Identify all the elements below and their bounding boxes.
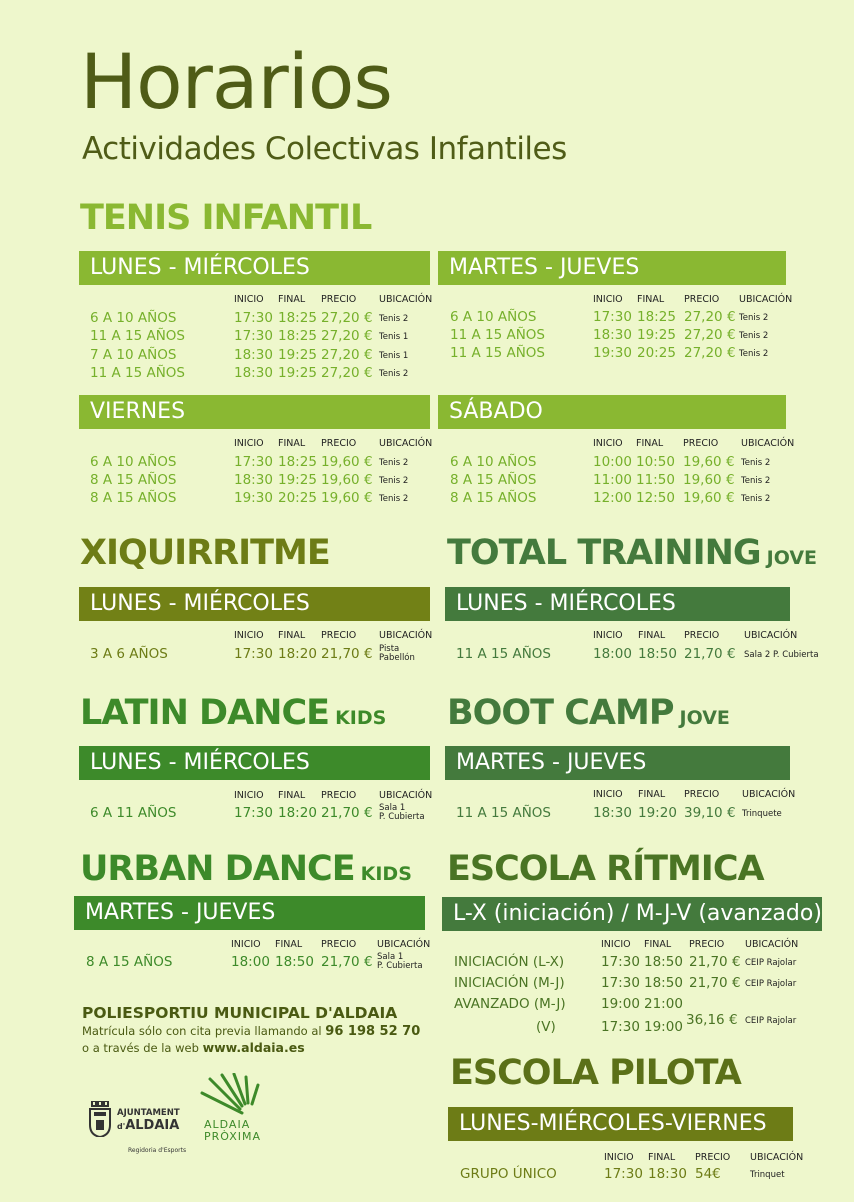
tenis-lm-header-ubicacion: UBICACIÓN <box>379 294 433 305</box>
tenis-vi-bar: VIERNES <box>79 395 430 429</box>
tenis-sa-bar: SÁBADO <box>438 395 786 429</box>
tenis-lm-row-location: Tenis 1 <box>379 332 409 343</box>
tenis-sa-row-start: 10:00 <box>593 454 632 470</box>
tenis-lm-row-age: 11 A 15 AÑOS <box>90 328 185 345</box>
tenis-vi-row-start: 17:30 <box>234 454 273 470</box>
xiquirritme-row-start: 17:30 <box>234 646 273 662</box>
boot-camp-bar: MARTES - JUEVES <box>445 746 790 780</box>
tenis-lm-row-price: 27,20 € <box>321 310 373 326</box>
boot-camp-header-precio: PRECIO <box>684 789 720 800</box>
footer-web-link[interactable]: www.aldaia.es <box>202 1040 305 1055</box>
escola-ritmica-heading: ESCOLA RÍTMICA <box>447 849 764 889</box>
urban-dance-row-age: 8 A 15 AÑOS <box>86 954 173 970</box>
tenis-mj-row-location: Tenis 2 <box>739 331 769 341</box>
tenis-sa-row-age: 6 A 10 AÑOS <box>450 454 537 470</box>
tenis-lm-row-end: 18:25 <box>278 328 317 345</box>
escola-pilota-row-start: 17:30 <box>604 1166 643 1182</box>
tenis-vi-header-final: FINAL <box>278 438 306 449</box>
tenis-sa-row-price: 19,60 € <box>683 454 735 470</box>
total-training-header-ubicacion: UBICACIÓN <box>744 630 798 641</box>
escola-ritmica-header-final: FINAL <box>644 939 672 950</box>
tenis-vi-row-age: 8 A 15 AÑOS <box>90 490 177 506</box>
tenis-vi-row-end: 18:25 <box>278 454 317 470</box>
tenis-mj-row-age: 6 A 10 AÑOS <box>450 309 537 325</box>
latin-dance-row-start: 17:30 <box>234 805 273 821</box>
escola-pilota-header-precio: PRECIO <box>695 1152 731 1163</box>
escola-pilota-header-inicio: INICIO <box>604 1152 634 1163</box>
footer-line2-text: o a través de la web <box>82 1041 203 1055</box>
latin-dance-row-end: 18:20 <box>278 805 317 821</box>
tenis-vi-header-inicio: INICIO <box>234 438 264 449</box>
total-training-suffix: JOVE <box>766 547 818 569</box>
urban-dance-row-loc-line1: Sala 1 <box>377 952 404 962</box>
escola-ritmica-row-age: INICIACIÓN (L-X) <box>454 954 565 970</box>
tenis-lm-bar: LUNES - MIÉRCOLES <box>79 251 430 285</box>
proxima-label-top: ALDAIA <box>204 1118 251 1131</box>
tenis-lm-row-age: 11 A 15 AÑOS <box>90 364 185 381</box>
tenis-vi-header-precio: PRECIO <box>321 438 357 449</box>
total-training-header-precio: PRECIO <box>684 630 720 641</box>
tenis-lm-row-start: 17:30 <box>234 310 273 326</box>
urban-dance-suffix: KIDS <box>360 863 412 885</box>
escola-ritmica-bar: L-X (iniciación) / M-J-V (avanzado) <box>442 897 822 931</box>
footer-phone: 96 198 52 70 <box>325 1024 421 1039</box>
tenis-lm-row-end: 19:25 <box>278 346 317 363</box>
footer-line-2 <box>82 1040 305 1055</box>
tenis-sa-header-final: FINAL <box>636 438 664 449</box>
tenis-lm-row-end: 19:25 <box>278 364 317 381</box>
tenis-heading: TENIS INFANTIL <box>80 198 372 238</box>
xiquirritme-row-loc-line2: Pabellón <box>379 653 415 663</box>
escola-ritmica-row-price: 21,70 € <box>689 975 741 991</box>
tenis-lm-row-location: Tenis 2 <box>379 368 409 379</box>
tenis-mj-row-location: Tenis 2 <box>739 349 769 359</box>
urban-dance-row-start: 18:00 <box>231 954 270 970</box>
total-training-row-location: Sala 2 P. Cubierta <box>744 650 819 660</box>
tenis-mj-row-end: 18:25 <box>637 309 676 325</box>
escola-ritmica-row-location: CEIP Rajolar <box>745 958 797 968</box>
escola-pilota-row-end: 18:30 <box>648 1166 687 1182</box>
urban-dance-heading <box>80 849 412 889</box>
urban-dance-row-price: 21,70 € <box>321 954 373 970</box>
escola-ritmica-row-end: 19:00 <box>644 1019 683 1035</box>
tenis-mj-row-start: 17:30 <box>593 309 632 325</box>
tenis-lm-row-price: 27,20 € <box>321 346 373 363</box>
boot-camp-header-inicio: INICIO <box>593 789 623 800</box>
escola-pilota-bar: LUNES-MIÉRCOLES-VIERNES <box>448 1107 793 1141</box>
tenis-lm-row-age: 6 A 10 AÑOS <box>90 310 177 326</box>
tenis-vi-row-price: 19,60 € <box>321 454 373 470</box>
tenis-vi-row-price: 19,60 € <box>321 472 373 488</box>
tenis-sa-row-price: 19,60 € <box>683 472 735 488</box>
tenis-mj-row-age: 11 A 15 AÑOS <box>450 345 545 361</box>
tenis-vi-header-ubicacion: UBICACIÓN <box>379 438 433 449</box>
tenis-mj-row-price: 27,20 € <box>684 309 736 325</box>
urban-dance-bar: MARTES - JUEVES <box>74 896 425 930</box>
latin-dance-bar: LUNES - MIÉRCOLES <box>79 746 430 780</box>
tenis-lm-row-start: 17:30 <box>234 328 273 345</box>
tenis-mj-row-location: Tenis 2 <box>739 313 769 323</box>
tenis-lm-row-location: Tenis 1 <box>379 350 409 361</box>
tenis-lm-row-price: 27,20 € <box>321 364 373 381</box>
latin-dance-header-inicio: INICIO <box>234 790 264 801</box>
tenis-lm-header-inicio: INICIO <box>234 294 264 305</box>
ajuntament-label: AJUNTAMENT <box>117 1108 180 1118</box>
tenis-sa-row-start: 12:00 <box>593 490 632 506</box>
tenis-mj-row-start: 18:30 <box>593 327 632 343</box>
tenis-sa-row-price: 19,60 € <box>683 490 735 506</box>
tenis-vi-row-age: 8 A 15 AÑOS <box>90 472 177 488</box>
tenis-sa-row-age: 8 A 15 AÑOS <box>450 490 537 506</box>
tenis-mj-row-start: 19:30 <box>593 345 632 361</box>
xiquirritme-row-price: 21,70 € <box>321 646 373 662</box>
tenis-sa-row-location: Tenis 2 <box>741 458 771 468</box>
total-training-heading <box>447 533 818 573</box>
tenis-vi-row-location: Tenis 2 <box>379 458 409 468</box>
latin-dance-suffix: KIDS <box>335 707 387 729</box>
xiquirritme-bar: LUNES - MIÉRCOLES <box>79 587 430 621</box>
tenis-lm-row-location: Tenis 2 <box>379 314 409 324</box>
urban-dance-header-precio: PRECIO <box>321 939 357 950</box>
tenis-mj-row-price: 27,20 € <box>684 345 736 361</box>
tenis-vi-row-age: 6 A 10 AÑOS <box>90 454 177 470</box>
escola-pilota-heading: ESCOLA PILOTA <box>450 1053 741 1093</box>
total-training-header-inicio: INICIO <box>593 630 623 641</box>
escola-ritmica-row-age: (V) <box>536 1019 556 1035</box>
xiquirritme-row-loc-line1: Pista <box>379 644 400 654</box>
latin-dance-header-ubicacion: UBICACIÓN <box>379 790 433 801</box>
tenis-vi-row-end: 19:25 <box>278 472 317 488</box>
page-subtitle: Actividades Colectivas Infantiles <box>82 131 567 167</box>
tenis-sa-row-start: 11:00 <box>593 472 632 488</box>
xiquirritme-header-ubicacion: UBICACIÓN <box>379 630 433 641</box>
xiquirritme-row-age: 3 A 6 AÑOS <box>90 646 168 662</box>
escola-ritmica-row-location: CEIP Rajolar <box>745 979 797 989</box>
urban-dance-header-ubicacion: UBICACIÓN <box>377 939 431 950</box>
tenis-mj-row-age: 11 A 15 AÑOS <box>450 327 545 343</box>
urban-dance-row-loc-line2: P. Cubierta <box>377 961 423 971</box>
latin-dance-row-price: 21,70 € <box>321 805 373 821</box>
xiquirritme-row-end: 18:20 <box>278 646 317 662</box>
latin-dance-header-precio: PRECIO <box>321 790 357 801</box>
tenis-lm-row-price: 27,20 € <box>321 328 373 345</box>
latin-dance-heading <box>80 693 387 733</box>
escola-ritmica-header-precio: PRECIO <box>689 939 725 950</box>
tenis-mj-header-ubicacion: UBICACIÓN <box>739 294 793 305</box>
escola-ritmica-row-start: 17:30 <box>601 975 640 991</box>
aldaia-d-prefix: d' <box>117 1122 126 1131</box>
escola-ritmica-shared-price: 36,16 € <box>686 1012 738 1028</box>
escola-pilota-header-final: FINAL <box>648 1152 676 1163</box>
tenis-vi-row-end: 20:25 <box>278 490 317 506</box>
escola-ritmica-header-inicio: INICIO <box>601 939 631 950</box>
tenis-lm-header-final: FINAL <box>278 294 306 305</box>
total-training-row-start: 18:00 <box>593 646 632 662</box>
tenis-sa-row-age: 8 A 15 AÑOS <box>450 472 537 488</box>
escola-ritmica-header-ubicacion: UBICACIÓN <box>745 939 799 950</box>
tenis-mj-row-end: 19:25 <box>637 327 676 343</box>
total-training-row-end: 18:50 <box>638 646 677 662</box>
latin-dance-header-final: FINAL <box>278 790 306 801</box>
latin-dance-row-age: 6 A 11 AÑOS <box>90 805 177 821</box>
escola-ritmica-row-end: 21:00 <box>644 996 683 1012</box>
tenis-lm-row-age: 7 A 10 AÑOS <box>90 346 177 363</box>
total-training-row-price: 21,70 € <box>684 646 736 662</box>
escola-ritmica-row-start: 17:30 <box>601 954 640 970</box>
latin-dance-row-loc-line2: P. Cubierta <box>379 812 425 822</box>
urban-dance-title: URBAN DANCE <box>80 849 355 889</box>
tenis-sa-row-end: 10:50 <box>636 454 675 470</box>
boot-camp-row-end: 19:20 <box>638 805 677 821</box>
escola-ritmica-row-age: AVANZADO (M-J) <box>454 996 566 1012</box>
boot-camp-row-start: 18:30 <box>593 805 632 821</box>
escola-ritmica-shared-location: CEIP Rajolar <box>745 1016 797 1026</box>
tenis-vi-row-start: 19:30 <box>234 490 273 506</box>
xiquirritme-header-final: FINAL <box>278 630 306 641</box>
aldaia-label <box>117 1118 179 1133</box>
tenis-sa-row-end: 11:50 <box>636 472 675 488</box>
tenis-mj-row-price: 27,20 € <box>684 327 736 343</box>
tenis-sa-row-end: 12:50 <box>636 490 675 506</box>
escola-pilota-header-ubicacion: UBICACIÓN <box>750 1152 804 1163</box>
boot-camp-row-age: 11 A 15 AÑOS <box>456 805 551 821</box>
tenis-sa-header-precio: PRECIO <box>683 438 719 449</box>
boot-camp-header-final: FINAL <box>638 789 666 800</box>
tenis-vi-row-start: 18:30 <box>234 472 273 488</box>
aldaia-crest-logo <box>88 1101 112 1137</box>
latin-dance-row-loc-line1: Sala 1 <box>379 803 406 813</box>
tenis-sa-row-location: Tenis 2 <box>741 494 771 504</box>
latin-dance-title: LATIN DANCE <box>80 693 330 733</box>
escola-ritmica-row-start: 19:00 <box>601 996 640 1012</box>
tenis-lm-header-precio: PRECIO <box>321 294 357 305</box>
boot-camp-row-location: Trinquete <box>742 809 782 819</box>
escola-pilota-row-price: 54€ <box>695 1166 721 1182</box>
boot-camp-suffix: JOVE <box>679 707 730 729</box>
total-training-bar: LUNES - MIÉRCOLES <box>445 587 790 621</box>
tenis-sa-header-inicio: INICIO <box>593 438 623 449</box>
page-title: Horarios <box>80 37 392 126</box>
footer-line-1 <box>82 1024 420 1039</box>
tenis-mj-header-final: FINAL <box>637 294 665 305</box>
proxima-label-bottom: PRÒXIMA <box>204 1130 262 1143</box>
tenis-mj-header-inicio: INICIO <box>593 294 623 305</box>
tenis-vi-row-location: Tenis 2 <box>379 494 409 504</box>
aldaia-name: ALDAIA <box>125 1118 180 1133</box>
escola-ritmica-row-end: 18:50 <box>644 975 683 991</box>
escola-pilota-row-location: Trinquet <box>750 1170 785 1180</box>
xiquirritme-header-inicio: INICIO <box>234 630 264 641</box>
tenis-sa-row-location: Tenis 2 <box>741 476 771 486</box>
regidoria-label: Regidoria d'Esports <box>128 1147 187 1154</box>
boot-camp-title: BOOT CAMP <box>447 693 674 733</box>
tenis-mj-row-end: 20:25 <box>637 345 676 361</box>
escola-ritmica-row-price: 21,70 € <box>689 954 741 970</box>
escola-ritmica-row-start: 17:30 <box>601 1019 640 1035</box>
urban-dance-row-end: 18:50 <box>275 954 314 970</box>
total-training-title: TOTAL TRAINING <box>447 533 761 573</box>
xiquirritme-header-precio: PRECIO <box>321 630 357 641</box>
total-training-header-final: FINAL <box>638 630 666 641</box>
footer-title: POLIESPORTIU MUNICIPAL D'ALDAIA <box>82 1004 398 1022</box>
escola-ritmica-row-end: 18:50 <box>644 954 683 970</box>
tenis-mj-bar: MARTES - JUEVES <box>438 251 786 285</box>
escola-ritmica-row-age: INICIACIÓN (M-J) <box>454 975 565 991</box>
xiquirritme-heading: XIQUIRRITME <box>80 533 330 573</box>
tenis-vi-row-location: Tenis 2 <box>379 476 409 486</box>
footer-line1-text: Matrícula sólo con cita previa llamando al <box>82 1024 326 1038</box>
tenis-lm-row-start: 18:30 <box>234 364 273 381</box>
boot-camp-row-price: 39,10 € <box>684 805 736 821</box>
tenis-vi-row-price: 19,60 € <box>321 490 373 506</box>
boot-camp-header-ubicacion: UBICACIÓN <box>742 789 796 800</box>
tenis-mj-header-precio: PRECIO <box>684 294 720 305</box>
aldaia-proxima-logo <box>190 1073 262 1117</box>
urban-dance-header-final: FINAL <box>275 939 303 950</box>
total-training-row-age: 11 A 15 AÑOS <box>456 646 551 662</box>
escola-pilota-row-age: GRUPO ÚNICO <box>460 1166 557 1182</box>
tenis-lm-row-end: 18:25 <box>278 310 317 326</box>
urban-dance-header-inicio: INICIO <box>231 939 261 950</box>
tenis-sa-header-ubicacion: UBICACIÓN <box>741 438 795 449</box>
boot-camp-heading <box>447 693 730 733</box>
tenis-lm-row-start: 18:30 <box>234 346 273 363</box>
